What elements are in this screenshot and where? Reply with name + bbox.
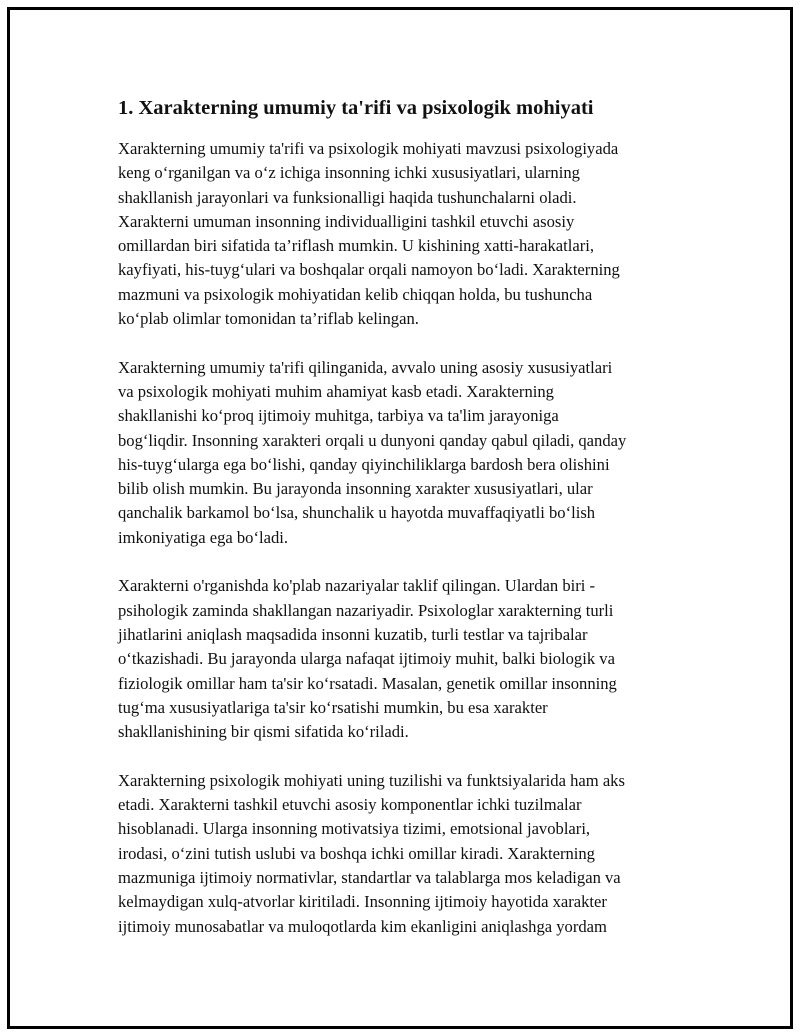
text-line: kelmaydigan xulq-atvorlar kiritiladi. Insonning ijtimoiy hayotida xarakter <box>118 892 607 912</box>
text-line: irodasi, o‘zini tutish uslubi va boshqa ichki omillar kiradi. Xarakterning <box>118 843 595 863</box>
text-line: shakllanishi ko‘proq ijtimoiy muhitga, tarbiya va ta'lim jarayoniga <box>118 406 559 426</box>
text-line: tug‘ma xususiyatlariga ta'sir ko‘rsatishi mumkin, bu esa xarakter <box>118 697 548 717</box>
text-line: hisoblanadi. Ularga insonning motivatsiya tizimi, emotsional javoblari, <box>118 819 591 839</box>
text-line: his-tuyg‘ularga ega bo‘lishi, qanday qiyinchiliklarga bardosh bera olishini <box>118 454 610 474</box>
page-frame <box>7 7 793 1029</box>
text-line: Xarakterning umumiy ta'rifi va psixologik mohiyati mavzusi psixologiyada <box>118 139 619 158</box>
text-line: va psixologik mohiyati muhim ahamiyat kasb etadi. Xarakterning <box>118 381 554 401</box>
text-line: mazmuni va psixologik mohiyatidan kelib chiqqan holda, bu tushuncha <box>118 284 593 304</box>
paragraph <box>118 574 678 744</box>
text-line: ijtimoiy munosabatlar va muloqotlarda kim ekanligini aniqlashga yordam <box>118 916 607 936</box>
text-line: psihologik zaminda shakllangan nazariyadir. Psixologlar xarakterning turli <box>118 600 614 620</box>
text-line: Xarakterning psixologik mohiyati uning tuzilishi va funktsiyalarida ham aks <box>118 770 625 790</box>
text-line: ko‘plab olimlar tomonidan ta’riflab kelingan. <box>118 309 419 329</box>
text-line: keng o‘rganilgan va o‘z ichiga insonning ichki xususiyatlari, ularning <box>118 163 580 183</box>
paragraph <box>118 137 678 331</box>
body-text <box>118 137 678 939</box>
paragraph <box>118 356 678 550</box>
text-line: Xarakterni o'rganishda ko'plab nazariyalar taklif qilingan. Ulardan biri - <box>118 576 596 596</box>
text-line: o‘tkazishadi. Bu jarayonda ularga nafaqat ijtimoiy muhit, balki biologik va <box>118 649 615 669</box>
text-line: Xarakterni umuman insonning individualligini tashkil etuvchi asosiy <box>118 211 575 231</box>
text-line: qanchalik barkamol bo‘lsa, shunchalik u hayotda muvaffaqiyatli bo‘lish <box>118 503 596 523</box>
paragraph <box>118 769 678 939</box>
text-line: mazmuniga ijtimoiy normativlar, standartlar va talablarga mos keladigan va <box>118 867 621 887</box>
text-line: etadi. Xarakterni tashkil etuvchi asosiy komponentlar ichki tuzilmalar <box>118 795 582 815</box>
text-line: bilib olish mumkin. Bu jarayonda insonning xarakter xususiyatlari, ular <box>118 479 593 499</box>
text-line: omillardan biri sifatida ta’riflash mumkin. U kishining xatti-harakatlari, <box>118 236 595 256</box>
text-line: kayfiyati, his-tuyg‘ulari va boshqalar orqali namoyon bo‘ladi. Xarakterning <box>118 260 620 280</box>
text-line: shakllanishining bir qismi sifatida ko‘riladi. <box>118 722 409 742</box>
text-line: bog‘liqdir. Insonning xarakteri orqali u dunyoni qanday qabul qiladi, qanday <box>118 430 627 450</box>
text-line: shakllanish jarayonlari va funksionalligi haqida tushunchalarni oladi. <box>118 187 577 207</box>
text-line: imkoniyatiga ega bo‘ladi. <box>118 527 289 547</box>
text-line: fiziologik omillar ham ta'sir ko‘rsatadi. Masalan, genetik omillar insonning <box>118 673 617 693</box>
text-line: Xarakterning umumiy ta'rifi qilinganida, avvalo uning asosiy xususiyatlari <box>118 357 613 377</box>
text-line: jihatlarini aniqlash maqsadida insonni kuzatib, turli testlar va tajribalar <box>118 624 588 644</box>
document-content <box>118 94 678 963</box>
section-heading: 1. Xarakterning umumiy ta'rifi va psixologik mohiyati <box>118 97 594 119</box>
